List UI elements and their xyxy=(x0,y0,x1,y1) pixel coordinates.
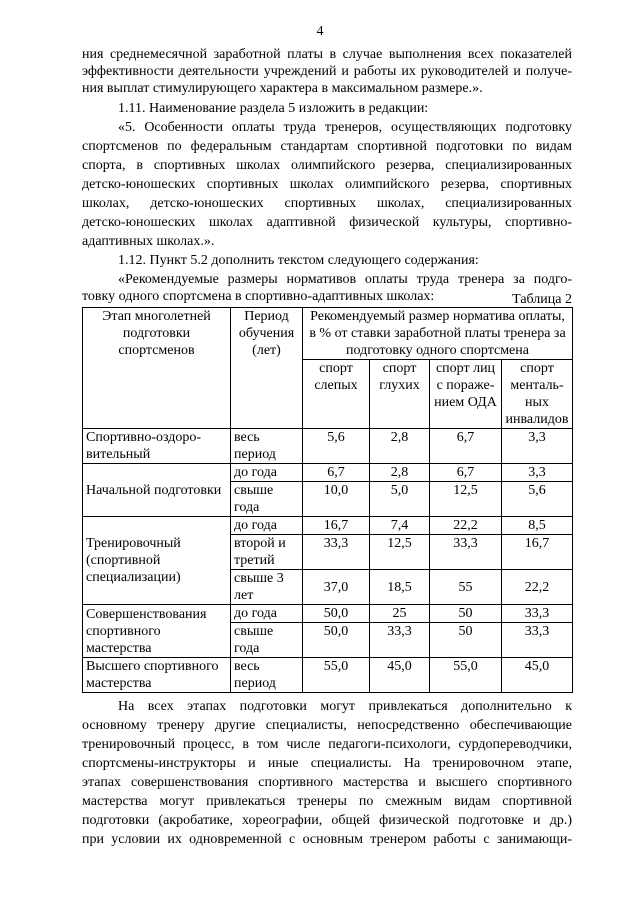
value-cell: 33,3 xyxy=(303,535,370,570)
text-line: 1.12. Пункт 5.2 дополнить текстом следующего содержания: xyxy=(118,253,479,268)
stage-cell: Совершенствования спортивного мастерства xyxy=(83,605,231,658)
text-line: адаптивных школах.». xyxy=(82,234,215,249)
header-oda: спорт лиц с пораже-нием ОДА xyxy=(430,360,502,429)
value-cell: 22,2 xyxy=(502,570,573,605)
text-line: эффективности деятельности учреждений и работы их руководителей и получе- xyxy=(82,64,572,79)
period-cell: весь период xyxy=(231,429,303,464)
text-line: детско-юношеских школах адаптивной физической культуры, спортивно- xyxy=(82,215,572,230)
text-line: при условии их одновременной с основным тренером работы с занимающи- xyxy=(82,832,572,847)
value-cell: 8,5 xyxy=(502,517,573,535)
table-row xyxy=(83,658,573,693)
period-cell: до года xyxy=(231,464,303,482)
text-line: детско-юношеских спортивных школах олимпийского резерва, спортивных xyxy=(82,177,572,192)
text-line: «5. Особенности оплаты труда тренеров, осуществляющих подготовку xyxy=(118,120,572,135)
value-cell: 55,0 xyxy=(430,658,502,693)
text-line: товку одного спортсмена в спортивно-адаптивных школах: xyxy=(82,289,435,304)
text-line: этапах совершенствования спортивного мастерства и высшего спортивного xyxy=(82,775,572,790)
header-deaf: спорт глухих xyxy=(370,360,430,429)
rates-table xyxy=(82,307,573,693)
value-cell: 3,3 xyxy=(502,429,573,464)
value-cell: 25 xyxy=(370,605,430,623)
table-caption: Таблица 2 xyxy=(512,292,572,307)
value-cell: 3,3 xyxy=(502,464,573,482)
period-cell: весь период xyxy=(231,658,303,693)
header-mental: спорт менталь-ных инвалидов xyxy=(502,360,573,429)
stage-cell: Высшего спортивного мастерства xyxy=(83,658,231,693)
text-line: На всех этапах подготовки могут привлекаться дополнительно к xyxy=(118,699,572,714)
text-line: «Рекомендуемые размеры нормативов оплаты труда тренера за подго- xyxy=(118,272,572,287)
value-cell: 50 xyxy=(430,623,502,658)
text-line: основному тренеру другие специалисты, непосредственно обеспечивающие xyxy=(82,718,572,733)
value-cell: 5,6 xyxy=(303,429,370,464)
value-cell: 50 xyxy=(430,605,502,623)
period-cell: свыше года xyxy=(231,623,303,658)
page-number: 4 xyxy=(316,24,324,39)
value-cell: 55 xyxy=(430,570,502,605)
text-line: спортсменов по федеральным стандартам спортивной подготовки по видам xyxy=(82,139,572,154)
stage-cell: Начальной подготовки xyxy=(83,464,231,517)
text-line: мастерства могут привлекаться тренеры по смежным видам спортивной xyxy=(82,794,572,809)
text-line: ния выплат стимулирующего характера в максимальном размере.». xyxy=(82,81,483,96)
stage-cell: Спортивно-оздоро-вительный xyxy=(83,429,231,464)
value-cell: 33,3 xyxy=(502,605,573,623)
value-cell: 22,2 xyxy=(430,517,502,535)
value-cell: 2,8 xyxy=(370,464,430,482)
value-cell: 50,0 xyxy=(303,623,370,658)
text-line: тренировочный процесс, в том числе педагоги-психологи, сурдопереводчики, xyxy=(82,737,572,752)
value-cell: 55,0 xyxy=(303,658,370,693)
value-cell: 10,0 xyxy=(303,482,370,517)
header-period: Период обучения (лет) xyxy=(231,308,303,429)
period-cell: свыше 3 лет xyxy=(231,570,303,605)
table-row xyxy=(83,517,573,535)
text-line: 1.11. Наименование раздела 5 изложить в редакции: xyxy=(118,101,429,116)
header-stage: Этап многолетней подготовки спортсменов xyxy=(83,308,231,429)
table-row xyxy=(83,605,573,623)
period-cell: второй и третий xyxy=(231,535,303,570)
header-blind: спорт слепых xyxy=(303,360,370,429)
period-cell: до года xyxy=(231,605,303,623)
value-cell: 16,7 xyxy=(502,535,573,570)
value-cell: 50,0 xyxy=(303,605,370,623)
stage-cell: Тренировочный (спортивной специализации) xyxy=(83,517,231,605)
value-cell: 2,8 xyxy=(370,429,430,464)
value-cell: 33,3 xyxy=(370,623,430,658)
value-cell: 18,5 xyxy=(370,570,430,605)
text-line: ния среднемесячной заработной платы в случае выполнения всех показателей xyxy=(82,47,572,62)
value-cell: 6,7 xyxy=(430,464,502,482)
value-cell: 37,0 xyxy=(303,570,370,605)
value-cell: 5,0 xyxy=(370,482,430,517)
value-cell: 45,0 xyxy=(370,658,430,693)
table-row xyxy=(83,464,573,482)
value-cell: 33,3 xyxy=(502,623,573,658)
text-line: спортсмены-инструкторы и иные специалисты. На тренировочном этапе, xyxy=(82,756,572,771)
value-cell: 12,5 xyxy=(370,535,430,570)
value-cell: 6,7 xyxy=(303,464,370,482)
value-cell: 16,7 xyxy=(303,517,370,535)
table-header-row xyxy=(83,308,573,360)
value-cell: 12,5 xyxy=(430,482,502,517)
text-line: школах, детско-юношеских спортивных школах, специализированных xyxy=(82,196,572,211)
period-cell: до года xyxy=(231,517,303,535)
value-cell: 5,6 xyxy=(502,482,573,517)
table-row xyxy=(83,429,573,464)
period-cell: свыше года xyxy=(231,482,303,517)
text-line: спорта, в спортивных школах олимпийского резерва, специализированных xyxy=(82,158,572,173)
value-cell: 7,4 xyxy=(370,517,430,535)
value-cell: 33,3 xyxy=(430,535,502,570)
text-line: подготовки (акробатике, хореографии, общей физической подготовке и др.) xyxy=(82,813,572,828)
value-cell: 6,7 xyxy=(430,429,502,464)
value-cell: 45,0 xyxy=(502,658,573,693)
header-rate: Рекомендуемый размер норматива оплаты, в % от ставки заработной платы тренера за подготовку одного спортсмена xyxy=(303,308,573,360)
